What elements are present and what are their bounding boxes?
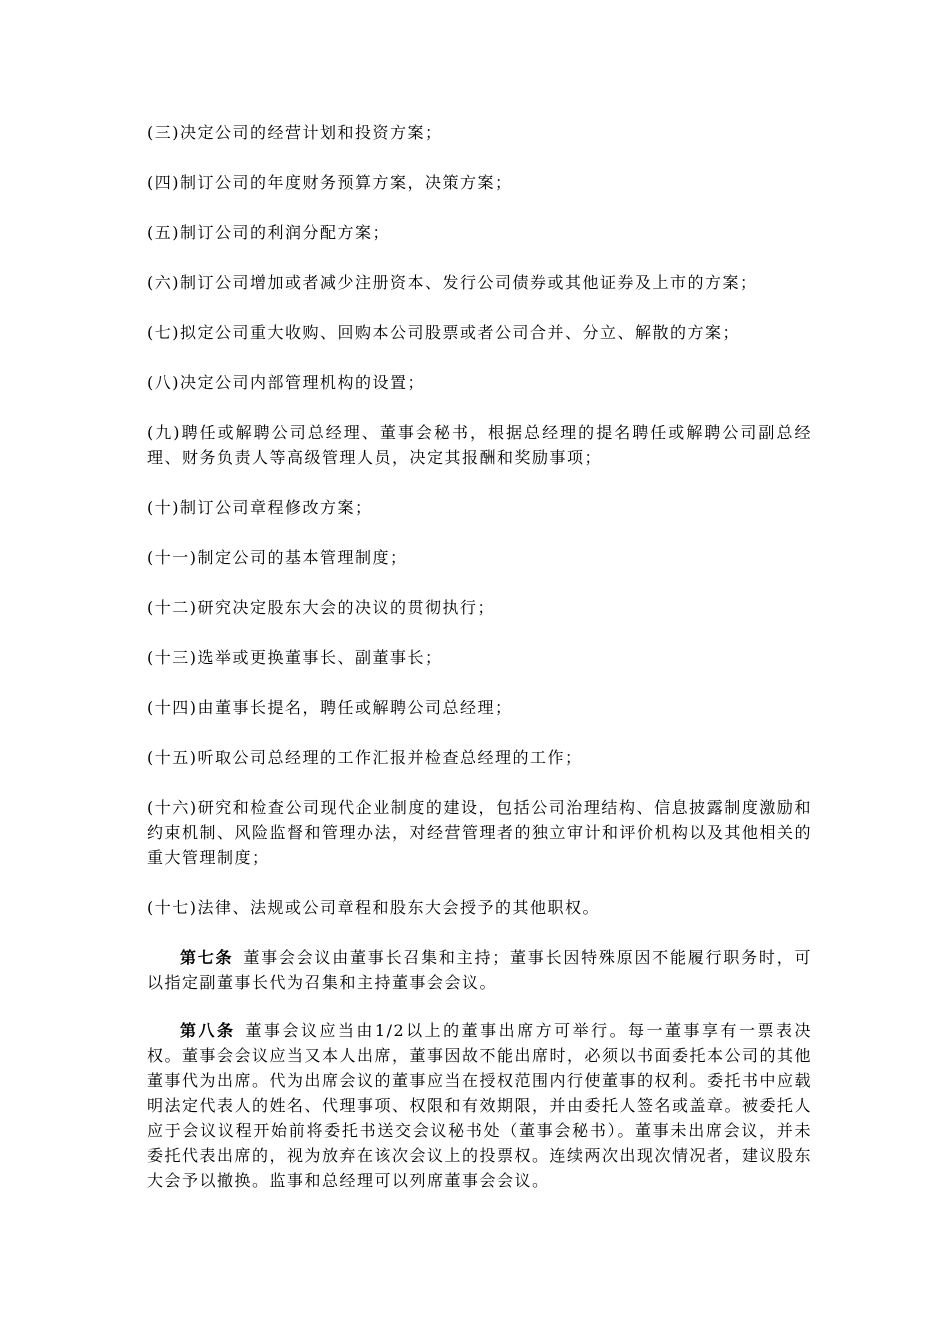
article-8-text: 董事会议应当由1/2以上的董事出席方可举行。每一董事享有一票表决权。董事会会议应当又本人出席，董事因故不能出席时，必须以书面委托本公司的其他董事代为出席。代为出席会议的董事应当在授权范围内行使董事的权利。委托书中应载明法定代表人的姓名、代理事项、权限和有效期限，并由委托人签名或盖章。被委托人应于会议议程开始前将委托书送交会议秘书处（董事会秘书）。董事未出席会议，并未委托代表出席的，视为放弃在该次会议上的投票权。连续两次出现次情况者，建议股东大会予以撤换。监事和总经理可以列席董事会会议。 bbox=[147, 1021, 813, 1190]
article-8-number: 第八条 bbox=[180, 1021, 236, 1040]
list-item-9: (九)聘任或解聘公司总经理、董事会秘书，根据总经理的提名聘任或解聘公司副总经理、财务负责人等高级管理人员，决定其报酬和奖励事项； bbox=[147, 423, 812, 467]
article-7-number: 第七条 bbox=[180, 948, 234, 967]
list-item-16: (十六)研究和检查公司现代企业制度的建设，包括公司治理结构、信息披露制度激励和约束机制、风险监督和管理办法，对经营管理者的独立审计和评价机构以及其他相关的重大管理制度； bbox=[147, 798, 813, 867]
list-item-7: (七)拟定公司重大收购、回购本公司股票或者公司合并、分立、解散的方案； bbox=[147, 323, 740, 342]
list-item-11: (十一)制定公司的基本管理制度； bbox=[147, 548, 408, 567]
article-7 bbox=[147, 945, 812, 995]
list-item-8: (八)决定公司内部管理机构的设置； bbox=[147, 373, 425, 392]
list-item-15: (十五)听取公司总经理的工作汇报并检查总经理的工作； bbox=[147, 748, 583, 767]
list-item-3: (三)决定公司的经营计划和投资方案； bbox=[147, 123, 443, 142]
list-item-13: (十三)选举或更换董事长、副董事长； bbox=[147, 648, 443, 667]
article-7-text: 董事会会议由董事长召集和主持；董事长因特殊原因不能履行职务时，可以指定副董事长代为召集和主持董事会会议。 bbox=[147, 948, 812, 992]
list-item-5: (五)制订公司的利润分配方案； bbox=[147, 223, 390, 242]
list-item-6: (六)制订公司增加或者减少注册资本、发行公司债券或其他证券及上市的方案； bbox=[147, 273, 758, 292]
article-8 bbox=[147, 1018, 812, 1193]
list-item-17: (十七)法律、法规或公司章程和股东大会授予的其他职权。 bbox=[147, 898, 600, 917]
list-item-10: (十)制订公司章程修改方案； bbox=[147, 498, 373, 517]
document-page bbox=[147, 120, 812, 1216]
list-item-12: (十二)研究决定股东大会的决议的贯彻执行； bbox=[147, 598, 495, 617]
list-item-14: (十四)由董事长提名，聘任或解聘公司总经理； bbox=[147, 698, 513, 717]
list-item-4: (四)制订公司的年度财务预算方案，决策方案； bbox=[147, 173, 513, 192]
